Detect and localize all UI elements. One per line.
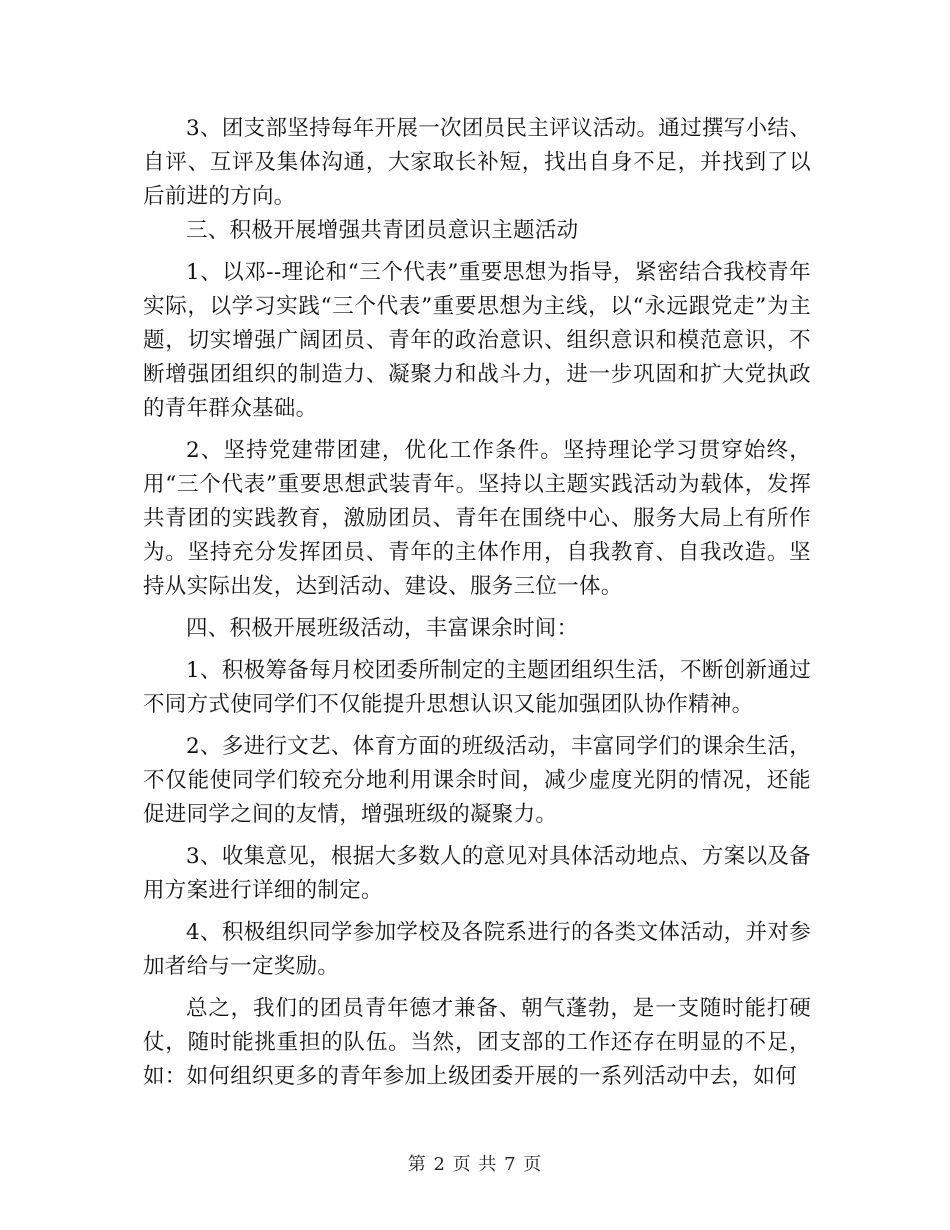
section-heading-4: 四、积极开展班级活动，丰富课余时间： — [186, 616, 579, 641]
paragraph-party-building: 2、坚持党建带团建，优化工作条件。坚持理论学习贯穿始终，用“三个代表”重要思想武装青年。坚持以主题实践活动为载体，发挥共青团的实践教育，激励团员、青年在围绕中心、服务大局上有所作为。坚持充分发挥团员、青年的主体作用，自我教育、自我改造。坚持从实际出发，达到活动、建设、服务三位一体。 — [143, 438, 811, 599]
paragraph-organize-participation: 4、积极组织同学参加学校及各院系进行的各类文体活动，并对参加者给与一定奖励。 — [143, 920, 811, 979]
paragraph-monthly-activity: 1、积极筹备每月校团委所制定的主题团组织生活，不断创新通过不同方式使同学们不仅能提升思想认识又能加强团队协作精神。 — [143, 658, 811, 717]
paragraph-guidance: 1、以邓--理论和“三个代表”重要思想为指导，紧密结合我校青年实际，以学习实践“三个代表”重要思想为主线，以“永远跟党走”为主题，切实增强广阔团员、青年的政治意识、组织意识和模范意识，不断增强团组织的制造力、凝聚力和战斗力，进一步巩固和扩大党执政的青年群众基础。 — [143, 260, 811, 421]
section-heading-3: 三、积极开展增强共青团员意识主题活动 — [186, 218, 579, 243]
paragraph-summary: 总之，我们的团员青年德才兼备、朝气蓬勃，是一支随时能打硬仗，随时能挑重担的队伍。当然，团支部的工作还存在明显的不足，如：如何组织更多的青年参加上级团委开展的一系列活动中去，如何 — [143, 996, 811, 1089]
paragraph-class-activities: 2、多进行文艺、体育方面的班级活动，丰富同学们的课余生活，不仅能使同学们较充分地利用课余时间，减少虚度光阴的情况，还能促进同学之间的友情，增强班级的凝聚力。 — [143, 734, 811, 827]
paragraph-evaluation: 3、团支部坚持每年开展一次团员民主评议活动。通过撰写小结、自评、互评及集体沟通，大家取长补短，找出自身不足，并找到了以后前进的方向。 — [143, 116, 811, 209]
document-body — [143, 112, 811, 1094]
page-number-footer: 第 2 页 共 7 页 — [407, 1154, 543, 1175]
paragraph-collect-opinions: 3、收集意见，根据大多数人的意见对具体活动地点、方案以及备用方案进行详细的制定。 — [143, 844, 811, 903]
